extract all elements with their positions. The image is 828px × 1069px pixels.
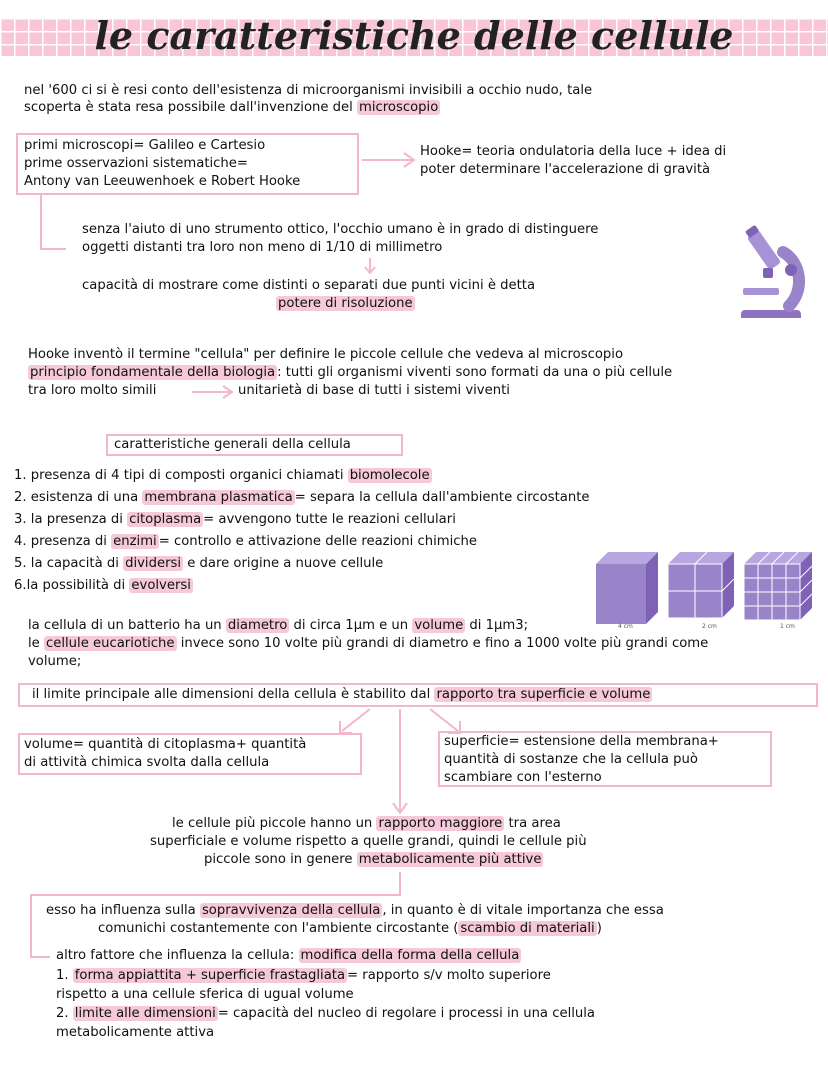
size-line-2 bbox=[28, 635, 708, 653]
limit-text: il limite principale alle dimensioni della cellula è stabilito dal bbox=[32, 687, 435, 702]
cube-label: 2 cm bbox=[702, 623, 717, 630]
box-left-line-3: Antony van Leeuwenhoek e Robert Hooke bbox=[24, 174, 301, 189]
page-title: le caratteristiche delle cellule bbox=[94, 13, 734, 58]
volume-line-1: volume= quantità di citoplasma+ quantità bbox=[24, 737, 307, 752]
exchange-term: scambio di materiali bbox=[460, 921, 595, 936]
ratio-term: rapporto tra superficie e volume bbox=[436, 687, 651, 702]
box-right-line-1: Hooke= teoria ondulatoria della luce + idea di bbox=[420, 144, 727, 159]
cube-cell bbox=[772, 564, 786, 578]
size-text: invece sono 10 volte più grandi di diametro e fino a 1000 volte più grandi come bbox=[176, 636, 709, 651]
characteristics-heading: caratteristiche generali della cellula bbox=[114, 437, 351, 452]
item-term: enzimi bbox=[113, 534, 157, 549]
arrow-down-icon bbox=[362, 258, 378, 276]
size-text: la cellula di un batterio ha un bbox=[28, 618, 226, 633]
resolution-line-2: oggetti distanti tra loro non meno di 1/10 di millimetro bbox=[82, 240, 443, 255]
size-line-1 bbox=[28, 617, 528, 635]
size-limit-term: limite alle dimensioni bbox=[74, 1006, 216, 1021]
ratio-text: tra area bbox=[504, 816, 561, 831]
item-text: 3. la presenza di bbox=[14, 512, 128, 527]
item-text: 5. la capacità di bbox=[14, 556, 124, 571]
item-text: 2. esistenza di una bbox=[14, 490, 143, 505]
microscope-icon bbox=[735, 222, 810, 322]
hooke-line-3: tra loro molto simili bbox=[28, 383, 157, 398]
hooke-text: : tutti gli organismi viventi sono formati da una o più cellule bbox=[277, 365, 673, 380]
cube-cell bbox=[786, 606, 800, 620]
ratio-line-1 bbox=[172, 815, 561, 833]
cube-cell bbox=[744, 578, 758, 592]
size-line-3: volume; bbox=[28, 654, 82, 669]
shape-line-3: rispetto a una cellule sferica di ugual volume bbox=[56, 987, 354, 1002]
survival-line-1 bbox=[46, 902, 664, 920]
shape-term: modifica della forma della cellula bbox=[300, 948, 520, 963]
item-text: 1. presenza di 4 tipi di composti organici chiamati bbox=[14, 468, 348, 483]
arrow-right-icon bbox=[190, 384, 236, 400]
surface-line-2: quantità di sostanze che la cellula può bbox=[444, 752, 698, 767]
resolution-line-1: senza l'aiuto di uno strumento ottico, l'occhio umano è in grado di distinguere bbox=[82, 222, 599, 237]
cube-label: 4 cm bbox=[618, 623, 633, 630]
cube-cell bbox=[744, 606, 758, 620]
box-left-line-1: primi microscopi= Galileo e Cartesio bbox=[24, 138, 266, 153]
microscope-term: microscopio bbox=[359, 100, 439, 115]
characteristic-item bbox=[14, 555, 383, 573]
item-term: biomolecole bbox=[349, 468, 430, 483]
item-text: e dare origine a nuove cellule bbox=[183, 556, 384, 571]
shape-line-5: metabolicamente attiva bbox=[56, 1025, 215, 1040]
box-left-line-2: prime osservazioni sistematiche= bbox=[24, 156, 248, 171]
shape-text: altro fattore che influenza la cellula: bbox=[56, 948, 299, 963]
limit-line bbox=[32, 686, 652, 704]
cube-cell bbox=[668, 564, 695, 591]
arrow-right-icon bbox=[360, 150, 420, 170]
survival-text: , in quanto è di vitale importanza che essa bbox=[382, 903, 664, 918]
connector-line bbox=[40, 195, 42, 250]
cube-label: 1 cm bbox=[780, 623, 795, 630]
size-text: le bbox=[28, 636, 44, 651]
cube-cell bbox=[695, 591, 722, 618]
shape-text: 2. bbox=[56, 1006, 73, 1021]
cube-cell bbox=[744, 564, 758, 578]
cube-cell bbox=[744, 592, 758, 606]
survival-line-2 bbox=[98, 920, 602, 938]
metabolic-term: metabolicamente più attive bbox=[358, 852, 542, 867]
surface-line-3: scambiare con l'esterno bbox=[444, 770, 602, 785]
resolution-term bbox=[276, 295, 415, 313]
shape-text: = capacità del nucleo di regolare i processi in una cellula bbox=[217, 1006, 596, 1021]
survival-text: esso ha influenza sulla bbox=[46, 903, 200, 918]
cube-cell bbox=[758, 606, 772, 620]
cube-cell bbox=[772, 592, 786, 606]
survival-text: comunichi costantemente con l'ambiente circostante ( bbox=[98, 921, 459, 936]
survival-text: ) bbox=[596, 921, 602, 936]
diameter-term: diametro bbox=[227, 618, 288, 633]
size-text: di circa 1µm e un bbox=[289, 618, 413, 633]
item-term: dividersi bbox=[125, 556, 182, 571]
cube-cell bbox=[786, 578, 800, 592]
item-term: citoplasma bbox=[129, 512, 202, 527]
characteristic-item bbox=[14, 577, 193, 595]
cube-cell bbox=[786, 564, 800, 578]
item-text: = avvengono tutte le reazioni cellulari bbox=[203, 512, 456, 527]
cube-cell bbox=[772, 606, 786, 620]
cube-cell bbox=[695, 564, 722, 591]
biology-principle-term: principio fondamentale della biologia bbox=[30, 365, 276, 380]
cube-cell bbox=[758, 578, 772, 592]
eukaryotic-term: cellule eucariotiche bbox=[45, 636, 175, 651]
cube-cell bbox=[786, 592, 800, 606]
greater-ratio-term: rapporto maggiore bbox=[378, 816, 503, 831]
item-text: 4. presenza di bbox=[14, 534, 112, 549]
connector-line bbox=[30, 956, 50, 958]
ratio-text: le cellule più piccole hanno un bbox=[172, 816, 377, 831]
shape-text: 1. bbox=[56, 968, 73, 983]
characteristic-item bbox=[14, 511, 456, 529]
shape-text: = rapporto s/v molto superiore bbox=[347, 968, 551, 983]
resolution-line-3: capacità di mostrare come distinti o separati due punti vicini è detta bbox=[82, 278, 536, 293]
medium-cubes-icon bbox=[668, 552, 734, 618]
small-cubes-icon bbox=[744, 552, 812, 620]
surface-line-1: superficie= estensione della membrana+ bbox=[444, 734, 719, 749]
shape-line-1 bbox=[56, 947, 521, 965]
cube-cell bbox=[758, 564, 772, 578]
volume-line-2: di attività chimica svolta dalla cellula bbox=[24, 755, 270, 770]
large-cube-icon bbox=[596, 552, 658, 624]
connector-line bbox=[30, 894, 400, 896]
shape-line-4 bbox=[56, 1005, 595, 1023]
characteristic-item bbox=[14, 467, 432, 485]
characteristic-item bbox=[14, 489, 590, 507]
item-text: = controllo e attivazione delle reazioni chimiche bbox=[158, 534, 478, 549]
cube-cell bbox=[772, 578, 786, 592]
resolving-power-term: potere di risoluzione bbox=[278, 296, 413, 311]
hooke-line-3b: unitarietà di base di tutti i sistemi viventi bbox=[238, 383, 510, 398]
shape-line-2 bbox=[56, 967, 551, 985]
hooke-line-2 bbox=[28, 364, 672, 382]
volume-term: volume bbox=[414, 618, 464, 633]
cubes-illustration bbox=[590, 546, 822, 630]
intro-line-1: nel '600 ci si è resi conto dell'esistenza di microorganismi invisibili a occhio nudo, tale bbox=[24, 83, 593, 98]
survival-term: sopravvivenza della cellula bbox=[201, 903, 381, 918]
box-right-line-2: poter determinare l'accelerazione di gravità bbox=[420, 162, 711, 177]
item-text: 6.la possibilità di bbox=[14, 578, 130, 593]
connector-line bbox=[399, 872, 401, 896]
intro-line-2 bbox=[24, 99, 440, 117]
item-text: = separa la cellula dall'ambiente circostante bbox=[294, 490, 590, 505]
size-text: di 1µm3; bbox=[465, 618, 529, 633]
hooke-line-1: Hooke inventò il termine "cellula" per definire le piccole cellule che vedeva al microscopio bbox=[28, 347, 624, 362]
item-term: evolversi bbox=[131, 578, 191, 593]
cube-cell bbox=[668, 591, 695, 618]
characteristic-item bbox=[14, 533, 477, 551]
flat-shape-term: forma appiattita + superficie frastagliata bbox=[74, 968, 346, 983]
connector-line bbox=[40, 248, 66, 250]
ratio-text: piccole sono in genere bbox=[204, 852, 357, 867]
connector-line bbox=[30, 894, 32, 958]
ratio-line-3 bbox=[204, 851, 543, 869]
item-term: membrana plasmatica bbox=[144, 490, 293, 505]
intro-text: scoperta è stata resa possibile dall'invenzione del bbox=[24, 100, 358, 115]
ratio-line-2: superficiale e volume rispetto a quelle grandi, quindi le cellule più bbox=[150, 834, 587, 849]
cube-cell bbox=[758, 592, 772, 606]
